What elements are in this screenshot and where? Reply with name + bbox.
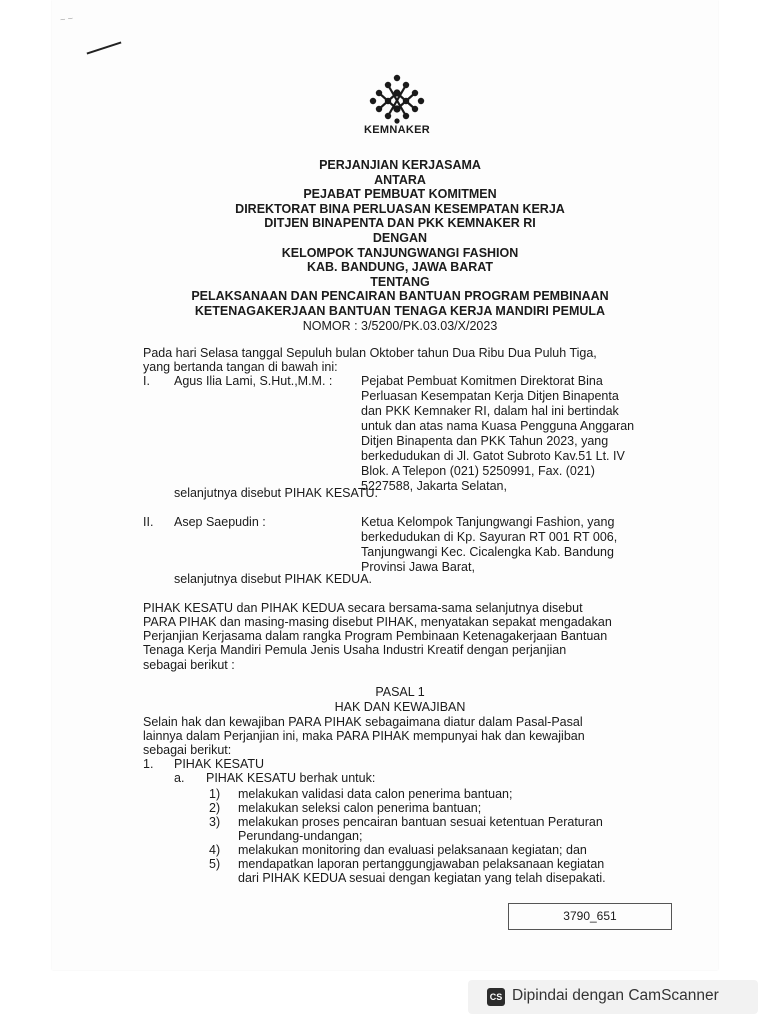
party-alias: selanjutnya disebut PIHAK KESATU. <box>174 486 379 500</box>
logo-caption: KEMNAKER <box>364 124 430 136</box>
title-line: PELAKSANAAN DAN PENCAIRAN BANTUAN PROGRAM PEMBINAAN <box>191 289 609 304</box>
right-text: melakukan monitoring dan evaluasi pelaksanaan kegiatan; dan <box>238 843 587 857</box>
party-name: Agus Ilia Lami, S.Hut.,M.M. : <box>174 374 333 388</box>
pasal-title: HAK DAN KEWAJIBAN <box>334 700 466 714</box>
right-text: Perundang-undangan; <box>238 829 363 843</box>
party-name: Asep Saepudin : <box>174 515 266 529</box>
party-desc-line: Ditjen Binapenta dan PKK Tahun 2023, yang <box>361 434 609 448</box>
party-desc-line: untuk dan atas nama Kuasa Pengguna Anggaran <box>361 419 635 433</box>
right-number: 2) <box>209 801 221 815</box>
paragraph-line: PARA PIHAK dan masing-masing disebut PIHAK, menyatakan sepakat mengadakan <box>143 615 612 629</box>
pasal-intro-line: sebagai berikut: <box>143 743 232 757</box>
party-desc-line: Tanjungwangi Kec. Cicalengka Kab. Bandung <box>361 545 614 559</box>
title-line: TENTANG <box>370 274 430 289</box>
opening-line: Pada hari Selasa tanggal Sepuluh bulan Oktober tahun Dua Ribu Dua Puluh Tiga, <box>143 346 597 360</box>
right-text: melakukan seleksi calon penerima bantuan; <box>238 801 482 815</box>
paragraph-line: Perjanjian Kerjasama dalam rangka Program Pembinaan Ketenagakerjaan Bantuan <box>143 629 608 643</box>
title-line: KAB. BANDUNG, JAWA BARAT <box>306 260 494 275</box>
party-desc-line: berkedudukan di Jl. Gatot Subroto Kav.51 Lt. IV <box>361 449 625 463</box>
pasal-number: PASAL 1 <box>375 685 425 699</box>
party-desc-line: Blok. A Telepon (021) 5250991, Fax. (021) <box>361 464 595 478</box>
title-line: DITJEN BINAPENTA DAN PKK KEMNAKER RI <box>264 216 536 231</box>
title-line: DIREKTORAT BINA PERLUASAN KESEMPATAN KERJA <box>235 201 565 216</box>
reference-number: 3790_651 <box>563 909 617 923</box>
pasal-intro-line: lainnya dalam Perjanjian ini, maka PARA PIHAK mempunyai hak dan kewajiban <box>143 729 585 743</box>
right-number: 5) <box>209 857 221 871</box>
item-number: 1. <box>143 757 154 771</box>
scanner-label: Dipindai dengan CamScanner <box>512 987 719 1004</box>
party-desc-line: dan PKK Kemnaker RI, dalam hal ini bertindak <box>361 404 619 418</box>
party-desc-line: berkedudukan di Kp. Sayuran RT 001 RT 006, <box>361 530 618 544</box>
right-text: melakukan validasi data calon penerima bantuan; <box>238 787 513 801</box>
party-desc-line: Provinsi Jawa Barat, <box>361 560 475 574</box>
right-number: 1) <box>209 787 221 801</box>
kemnaker-logo-icon <box>369 74 425 124</box>
sub-item-letter: a. <box>174 771 185 785</box>
title-line: ANTARA <box>374 172 426 187</box>
right-text: melakukan proses pencairan bantuan sesuai ketentuan Peraturan <box>238 815 603 829</box>
item-label: PIHAK KESATU <box>174 757 265 771</box>
pencil-scribble: ~ ~ <box>59 13 74 25</box>
paragraph-line: PIHAK KESATU dan PIHAK KEDUA secara bersama-sama selanjutnya disebut <box>143 601 583 615</box>
camscanner-icon: CS <box>487 988 505 1006</box>
paragraph-line: sebagai berikut : <box>143 658 235 672</box>
reference-box <box>508 903 672 930</box>
title-line: KELOMPOK TANJUNGWANGI FASHION <box>281 245 519 260</box>
party-number: I. <box>143 374 150 388</box>
title-line: KETENAGAKERJAAN BANTUAN TENAGA KERJA MANDIRI PEMULA <box>194 303 606 318</box>
pasal-intro-line: Selain hak dan kewajiban PARA PIHAK sebagaimana diatur dalam Pasal-Pasal <box>143 715 583 729</box>
party-desc-line: Pejabat Pembuat Komitmen Direktorat Bina <box>361 374 603 388</box>
paragraph-line: Tenaga Kerja Mandiri Pemula Jenis Usaha Industri Kreatif dengan perjanjian <box>143 643 567 657</box>
party-number: II. <box>143 515 154 529</box>
party-desc-line: 5227588, Jakarta Selatan, <box>361 479 507 493</box>
right-number: 3) <box>209 815 221 829</box>
right-text: dari PIHAK KEDUA sesuai dengan kegiatan yang telah disepakati. <box>238 871 606 885</box>
party-desc-line: Ketua Kelompok Tanjungwangi Fashion, yang <box>361 515 615 529</box>
title-line: DENGAN <box>372 230 428 245</box>
title-line: PERJANJIAN KERJASAMA <box>319 158 481 172</box>
document-title <box>140 158 660 333</box>
document-number: NOMOR : 3/5200/PK.03.03/X/2023 <box>302 318 498 333</box>
right-number: 4) <box>209 843 221 857</box>
party-desc-line: Perluasan Kesempatan Kerja Ditjen Binapenta <box>361 389 619 403</box>
title-line: PEJABAT PEMBUAT KOMITMEN <box>303 187 497 202</box>
right-text: mendapatkan laporan pertanggungjawaban pelaksanaan kegiatan <box>238 857 605 871</box>
sub-item-label: PIHAK KESATU berhak untuk: <box>206 771 376 785</box>
opening-line: yang bertanda tangan di bawah ini: <box>143 360 338 374</box>
party-alias: selanjutnya disebut PIHAK KEDUA. <box>174 572 373 586</box>
